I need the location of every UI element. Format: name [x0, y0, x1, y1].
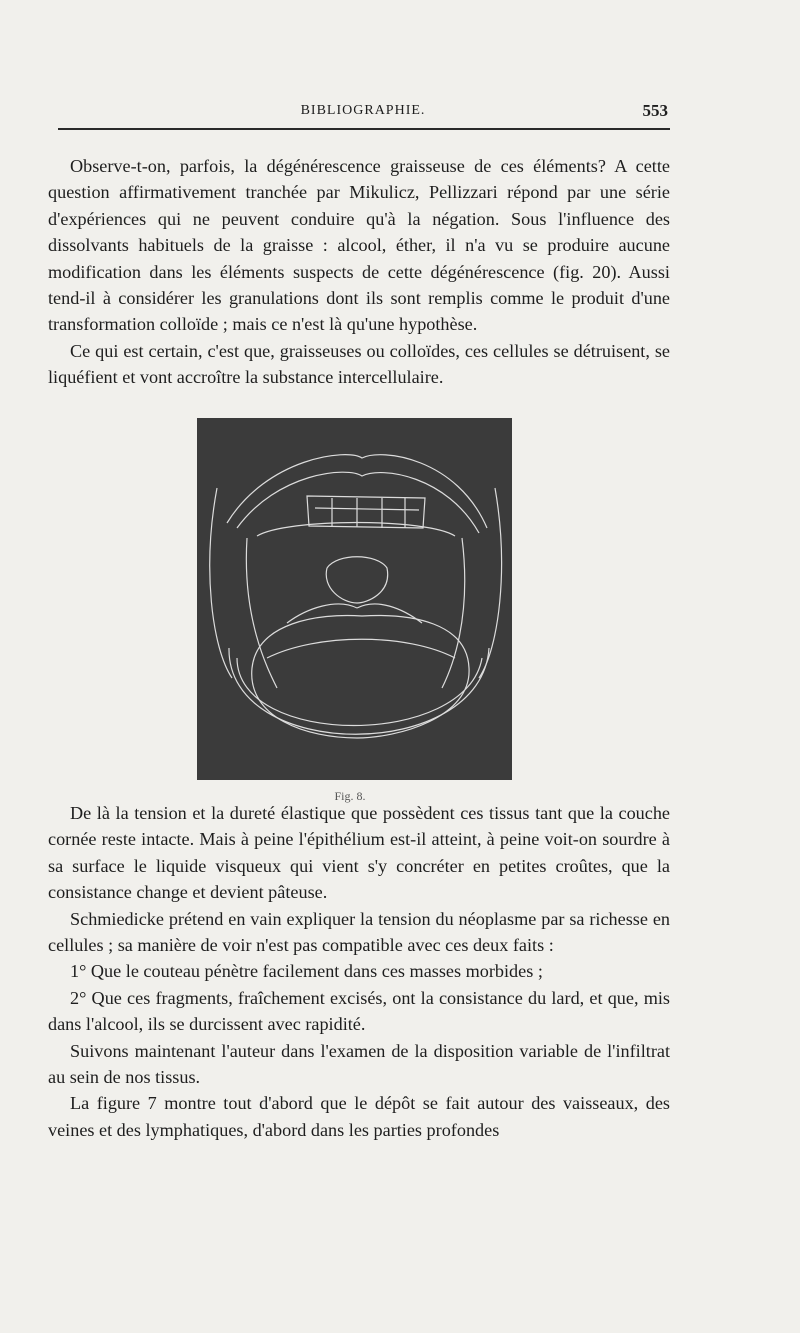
- running-header: [58, 103, 668, 131]
- list-item: 1° Que le couteau pénètre facilement dans ces masses morbides ;: [70, 961, 543, 982]
- paragraph: Suivons maintenant l'auteur dans l'examen de la disposition variable de l'infiltrat au sein de nos tissus.: [48, 1040, 670, 1088]
- paragraph: La figure 7 montre tout d'abord que le dépôt se fait autour des vaisseaux, des veines et des lymphatiques, d'abord dans les parties profondes: [48, 1093, 670, 1140]
- header-title: BIBLIOGRAPHIE.: [300, 103, 426, 118]
- paragraph: Observe-t-on, parfois, la dégénérescence graisseuse de ces éléments? A cette question affirmativement tranchée par Mikulicz, Pellizzari répond par une série d'expériences qui ne peuvent conduire qu'à la négation. Sous l'influence des dissolvants habituels de la graisse : alcool, éther, il n'a vu se produire aucune modification dans les éléments suspects de cette dégénérescence (fig. 20). Aussi tend-il à considérer les granulations dont ils sont remplis comme le produit d'une transformation colloïde ; mais ce n'est là qu'une hypothèse.: [48, 156, 670, 335]
- figure-caption: Fig. 8.: [334, 789, 366, 803]
- list-item: 2° Que ces fragments, fraîchement excisés, ont la consistance du lard, et que, mis dans l'alcool, ils se durcissent avec rapidité.: [48, 987, 670, 1035]
- page-number: 553: [642, 101, 668, 120]
- mouth-illustration: [197, 418, 512, 780]
- paragraph: Ce qui est certain, c'est que, graisseuses ou colloïdes, ces cellules se détruisent, se liquéfient et vont accroître la substance intercellulaire.: [48, 340, 670, 388]
- text-block-bottom: [48, 800, 670, 1143]
- header-rule: [58, 128, 670, 130]
- paragraph: Schmiedicke prétend en vain expliquer la tension du néoplasme par sa richesse en cellules ; sa manière de voir n'est pas compatible avec ces deux faits :: [48, 908, 670, 956]
- paragraph: De là la tension et la dureté élastique que possèdent ces tissus tant que la couche cornée reste intacte. Mais à peine l'épithélium est-il atteint, à peine voit-on sourdre à sa surface le liquide visqueux qui vient s'y concréter en petites croûtes, que la consistance change et devient pâteuse.: [48, 803, 670, 903]
- text-block-top: [48, 153, 670, 391]
- figure-engraving: [197, 418, 512, 780]
